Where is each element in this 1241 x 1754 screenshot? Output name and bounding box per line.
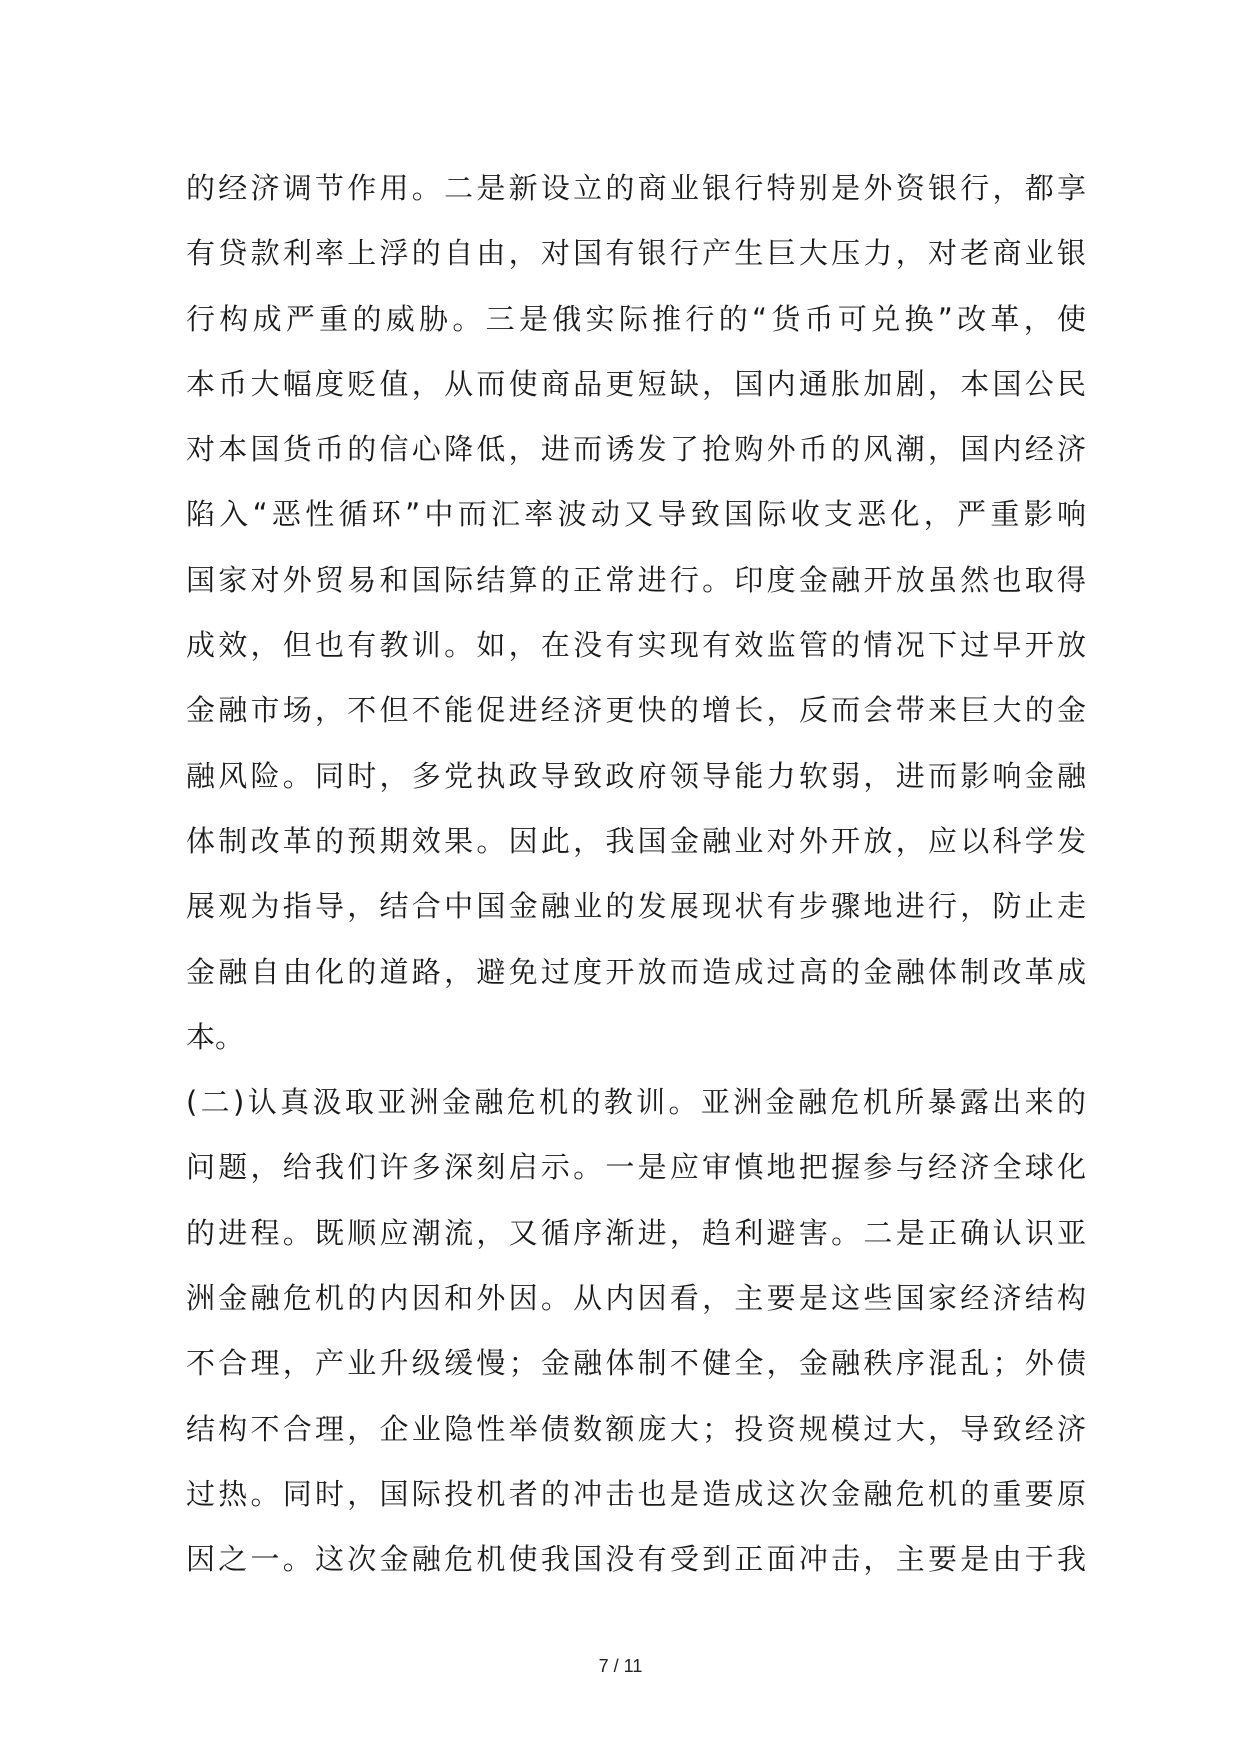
- text-line: 融风险。同时，多党执政导致政府领导能力软弱，进而影响金融: [186, 758, 1086, 793]
- text-line: 金融市场，不但不能促进经济更快的增长，反而会带来巨大的金: [186, 693, 1086, 728]
- text-line: 成效，但也有教训。如，在没有实现有效监管的情况下过早开放: [186, 628, 1086, 663]
- text-line: 国家对外贸易和国际结算的正常进行。印度金融开放虽然也取得: [186, 562, 1086, 597]
- text-line: 结构不合理，企业隐性举债数额庞大；投资规模过大，导致经济: [186, 1411, 1086, 1446]
- text-line: 不合理，产业升级缓慢；金融体制不健全，金融秩序混乱；外债: [186, 1346, 1086, 1381]
- section-heading-line: (二)认真汲取亚洲金融危机的教训。亚洲金融危机所暴露出来的: [186, 1085, 1086, 1120]
- text-line: 体制改革的预期效果。因此，我国金融业对外开放，应以科学发: [186, 823, 1086, 858]
- text-line: 的经济调节作用。二是新设立的商业银行特别是外资银行，都享: [186, 171, 1086, 205]
- text-line: 因之一。这次金融危机使我国没有受到正面冲击，主要是由于我: [186, 1542, 1086, 1577]
- text-line: 过热。同时，国际投机者的冲击也是造成这次金融危机的重要原: [186, 1476, 1086, 1511]
- text-line: 陷入“恶性循环”中而汇率波动又导致国际收支恶化，严重影响: [186, 497, 1086, 532]
- body-text: [186, 156, 1086, 1593]
- text-line: 本。: [186, 1019, 245, 1054]
- text-line: 对本国货币的信心降低，进而诱发了抢购外币的风潮，国内经济: [186, 432, 1086, 467]
- text-line: 洲金融危机的内因和外因。从内因看，主要是这些国家经济结构: [186, 1281, 1086, 1316]
- text-line: 的进程。既顺应潮流，又循序渐进，趋利避害。二是正确认识亚: [186, 1215, 1086, 1250]
- text-line: 展观为指导，结合中国金融业的发展现状有步骤地进行，防止走: [186, 889, 1086, 924]
- text-line: 行构成严重的威胁。三是俄实际推行的“货币可兑换”改革，使: [186, 301, 1086, 336]
- text-line: 有贷款利率上浮的自由，对国有银行产生巨大压力，对老商业银: [186, 236, 1086, 271]
- page-number: 7 / 11: [598, 1656, 643, 1676]
- text-line: 金融自由化的道路，避免过度开放而造成过高的金融体制改革成: [186, 954, 1086, 989]
- text-line: 本币大幅度贬值，从而使商品更短缺，国内通胀加剧，本国公民: [186, 366, 1086, 401]
- text-line: 问题，给我们许多深刻启示。一是应审慎地把握参与经济全球化: [186, 1150, 1086, 1185]
